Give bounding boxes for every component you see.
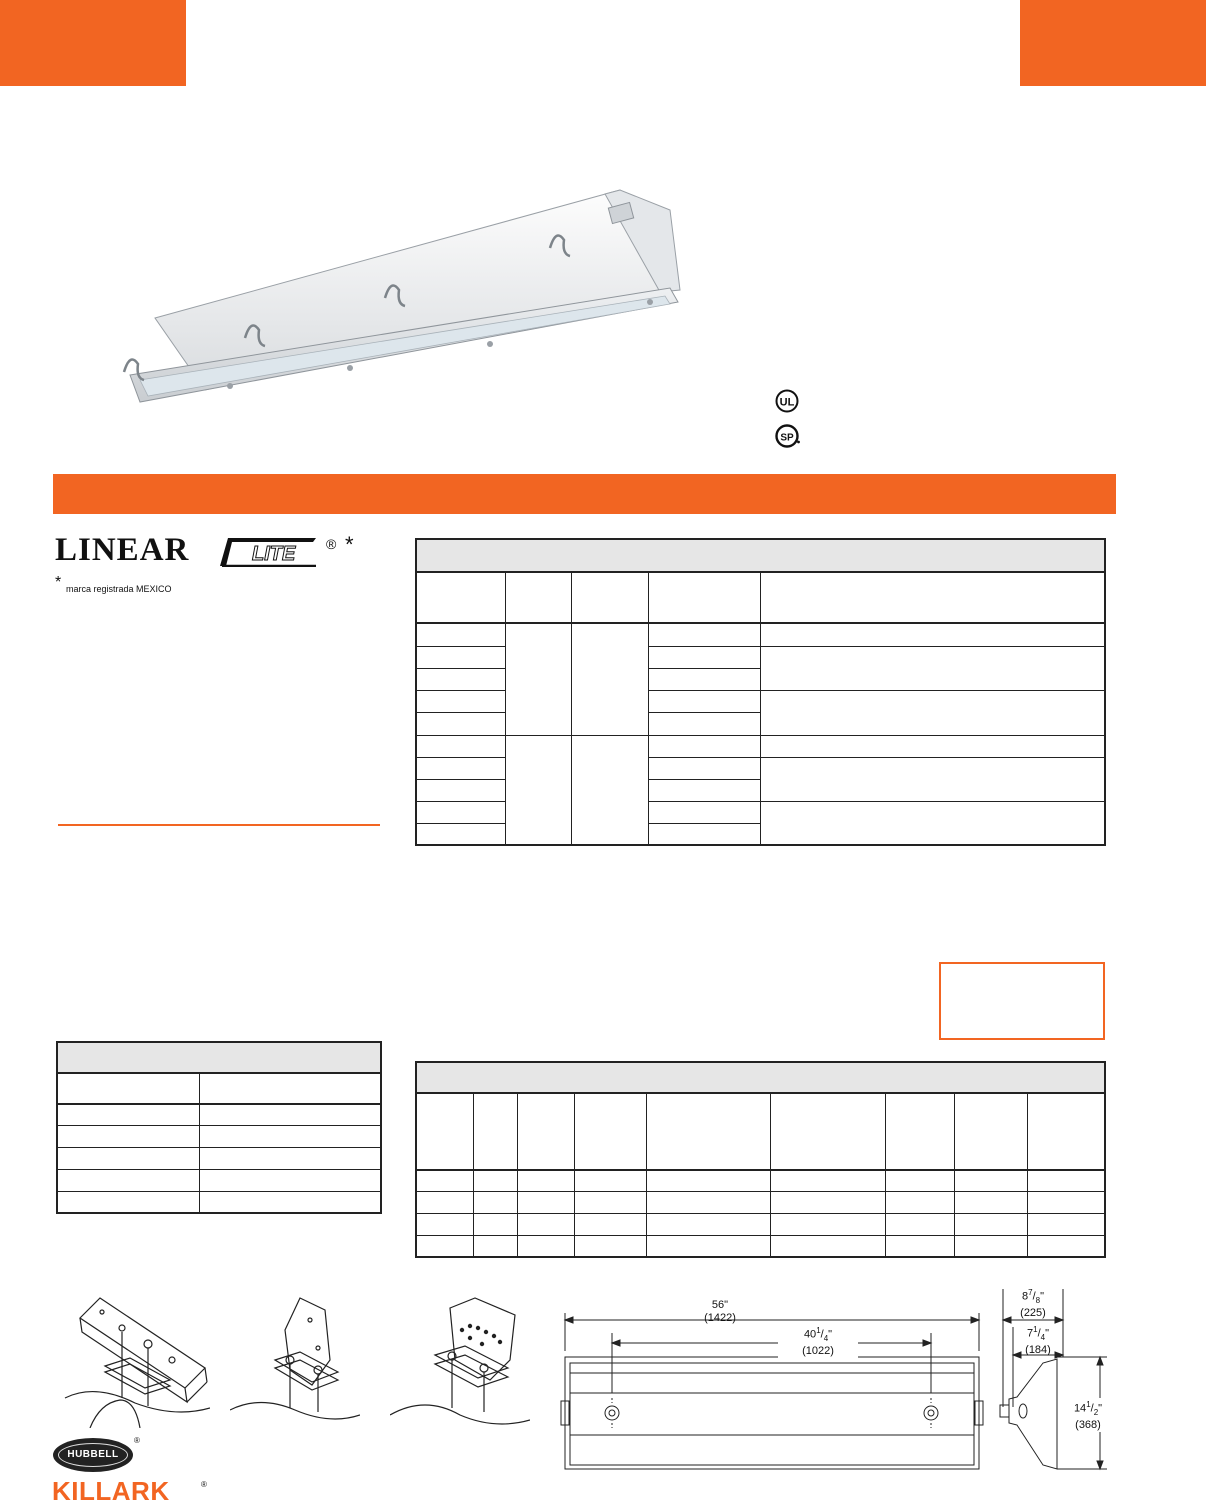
outer-width-mm: (225) [1020, 1306, 1046, 1319]
section-title-band [53, 474, 1116, 514]
specifications-table [415, 1061, 1106, 1258]
inner-width-label: $7^1/_4$" [1027, 1325, 1049, 1342]
specifications-table-header [417, 1063, 1104, 1094]
trademark-note: marca registrada MEXICO [66, 584, 172, 594]
linearlite-logo [55, 532, 354, 578]
csa-mark-icon [775, 423, 801, 449]
mount-spacing-mm: (1022) [802, 1344, 834, 1357]
top-right-tab [1020, 0, 1206, 86]
catalog-table [415, 538, 1106, 846]
hubbell-badge [53, 1438, 133, 1472]
trademark-asterisk: * [55, 574, 62, 591]
height-dim [1068, 1398, 1108, 1432]
hubbell-badge-text: HUBBELL [67, 1449, 119, 1460]
front-dimension-drawing [555, 1293, 995, 1473]
mount-spacing-dim [778, 1324, 858, 1358]
top-left-tab [0, 0, 186, 86]
height-label: $14^1/_2$" [1073, 1400, 1103, 1417]
catalog-table-header [417, 540, 1104, 573]
options-table-header [58, 1043, 380, 1074]
logo-word: LINEAR [55, 532, 190, 568]
left-column-divider [58, 824, 380, 826]
killark-wordmark: KILLARK [52, 1476, 170, 1506]
inner-width-mm: (184) [1025, 1343, 1051, 1356]
outer-width-label: $8^7/_8$" [1022, 1288, 1044, 1305]
hubbell-registered: ® [134, 1436, 140, 1445]
ul-mark-icon [775, 389, 799, 413]
mounting-bracket-1-illustration [60, 1288, 210, 1428]
csa-mark-label: SP [780, 432, 794, 444]
ul-mark-label: UL [779, 396, 795, 409]
logo-script-text: LITE [252, 543, 296, 565]
mount-spacing-label: $40^1/_4$" [803, 1326, 833, 1343]
logo-script-box [212, 536, 316, 567]
overall-length-dim [680, 1299, 760, 1325]
logo-asterisk: * [345, 532, 354, 557]
note-box [939, 962, 1105, 1040]
options-table [56, 1041, 382, 1214]
logo-registered: ® [326, 536, 337, 552]
height-mm: (368) [1075, 1418, 1101, 1431]
killark-registered: ® [201, 1480, 207, 1489]
overall-length-mm: (1422) [704, 1312, 736, 1324]
inner-width-dim [1013, 1323, 1063, 1357]
mounting-bracket-3-illustration [390, 1290, 530, 1430]
mounting-bracket-2-illustration [230, 1290, 360, 1430]
overall-length-label: 56" [711, 1299, 729, 1311]
luminaire-product-image [110, 180, 700, 420]
outer-width-dim [1003, 1286, 1063, 1320]
